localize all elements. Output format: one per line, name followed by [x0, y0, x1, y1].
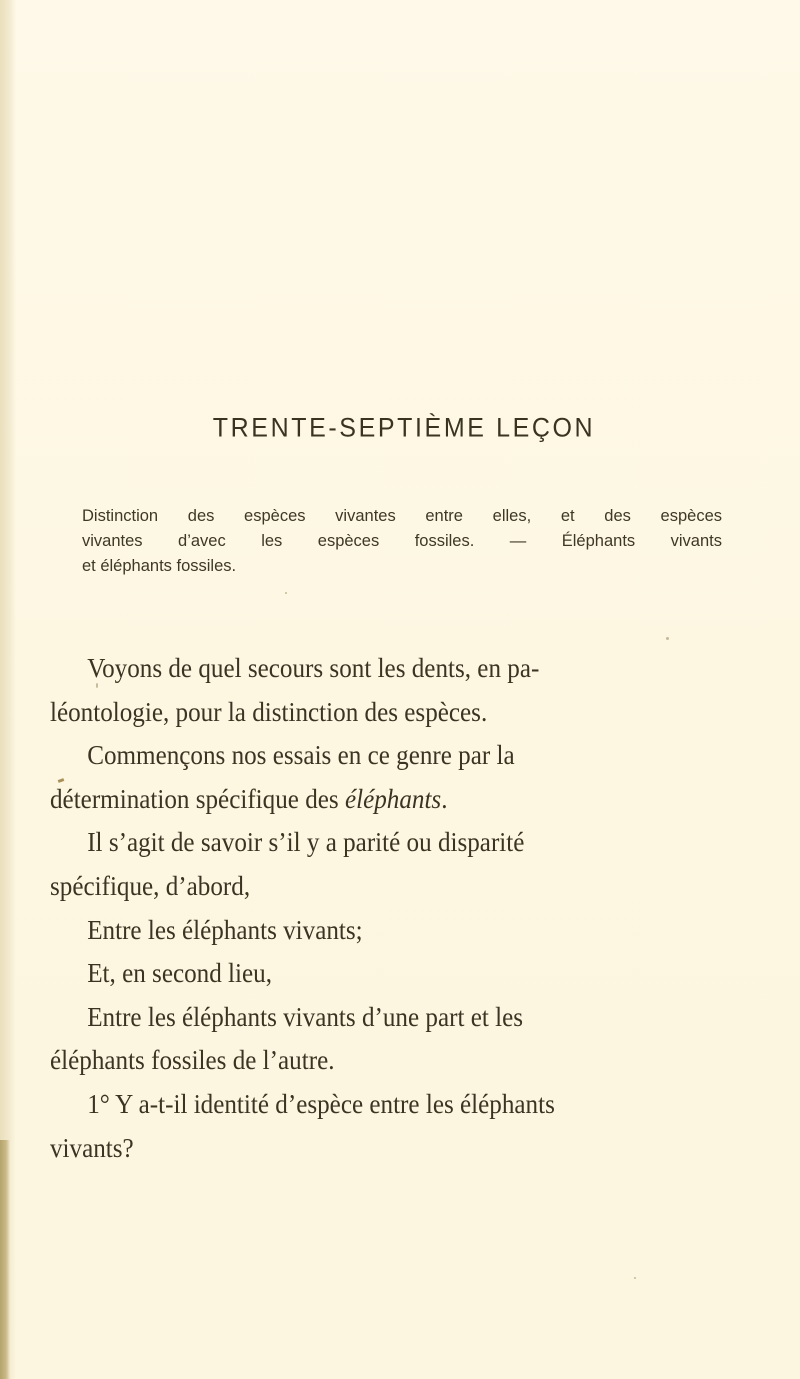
paper-speck [666, 637, 669, 640]
paragraph-line: Et, en second lieu, [87, 958, 272, 989]
paragraph-line: léontologie, pour la distinction des espèces. [50, 696, 488, 727]
italic-term: éléphants [344, 783, 442, 814]
paragraph-line: spécifique, d’abord, [50, 870, 251, 901]
paragraph-text: . [441, 783, 448, 814]
paragraph-line: Voyons de quel secours sont les dents, en pa- [87, 653, 540, 683]
paragraph-line: Commençons nos essais en ce genre par la [87, 740, 515, 771]
paragraph-line: vivants? [50, 1132, 134, 1163]
paragraph-text: détermination spécifique des [50, 783, 345, 814]
body-text [50, 647, 740, 1170]
chapter-title: TRENTE-SEPTIÈME LEÇON [212, 412, 596, 444]
paper-speck [285, 592, 287, 594]
paragraph-line: Entre les éléphants vivants; [87, 914, 363, 945]
paragraph-line: Il s’agit de savoir s’il y a parité ou disparité [87, 827, 525, 858]
summary-line: vivantes d’avec les espèces fossiles. — Éléphants vivants [82, 532, 722, 550]
paragraph-line [50, 778, 692, 822]
paragraph-line: éléphants fossiles de l’autre. [50, 1045, 335, 1076]
paper-speck [634, 1277, 636, 1279]
paragraph-line: 1° Y a-t-il identité d’espèce entre les éléphants [87, 1088, 555, 1119]
summary-line: et éléphants fossiles. [82, 557, 237, 575]
page-edge-stain [0, 1140, 10, 1379]
summary-line: Distinction des espèces vivantes entre elles, et des espèces [82, 507, 722, 525]
paragraph-line: Entre les éléphants vivants d’une part et les [87, 1001, 524, 1032]
paper-speck [96, 683, 98, 688]
chapter-summary [82, 504, 722, 579]
